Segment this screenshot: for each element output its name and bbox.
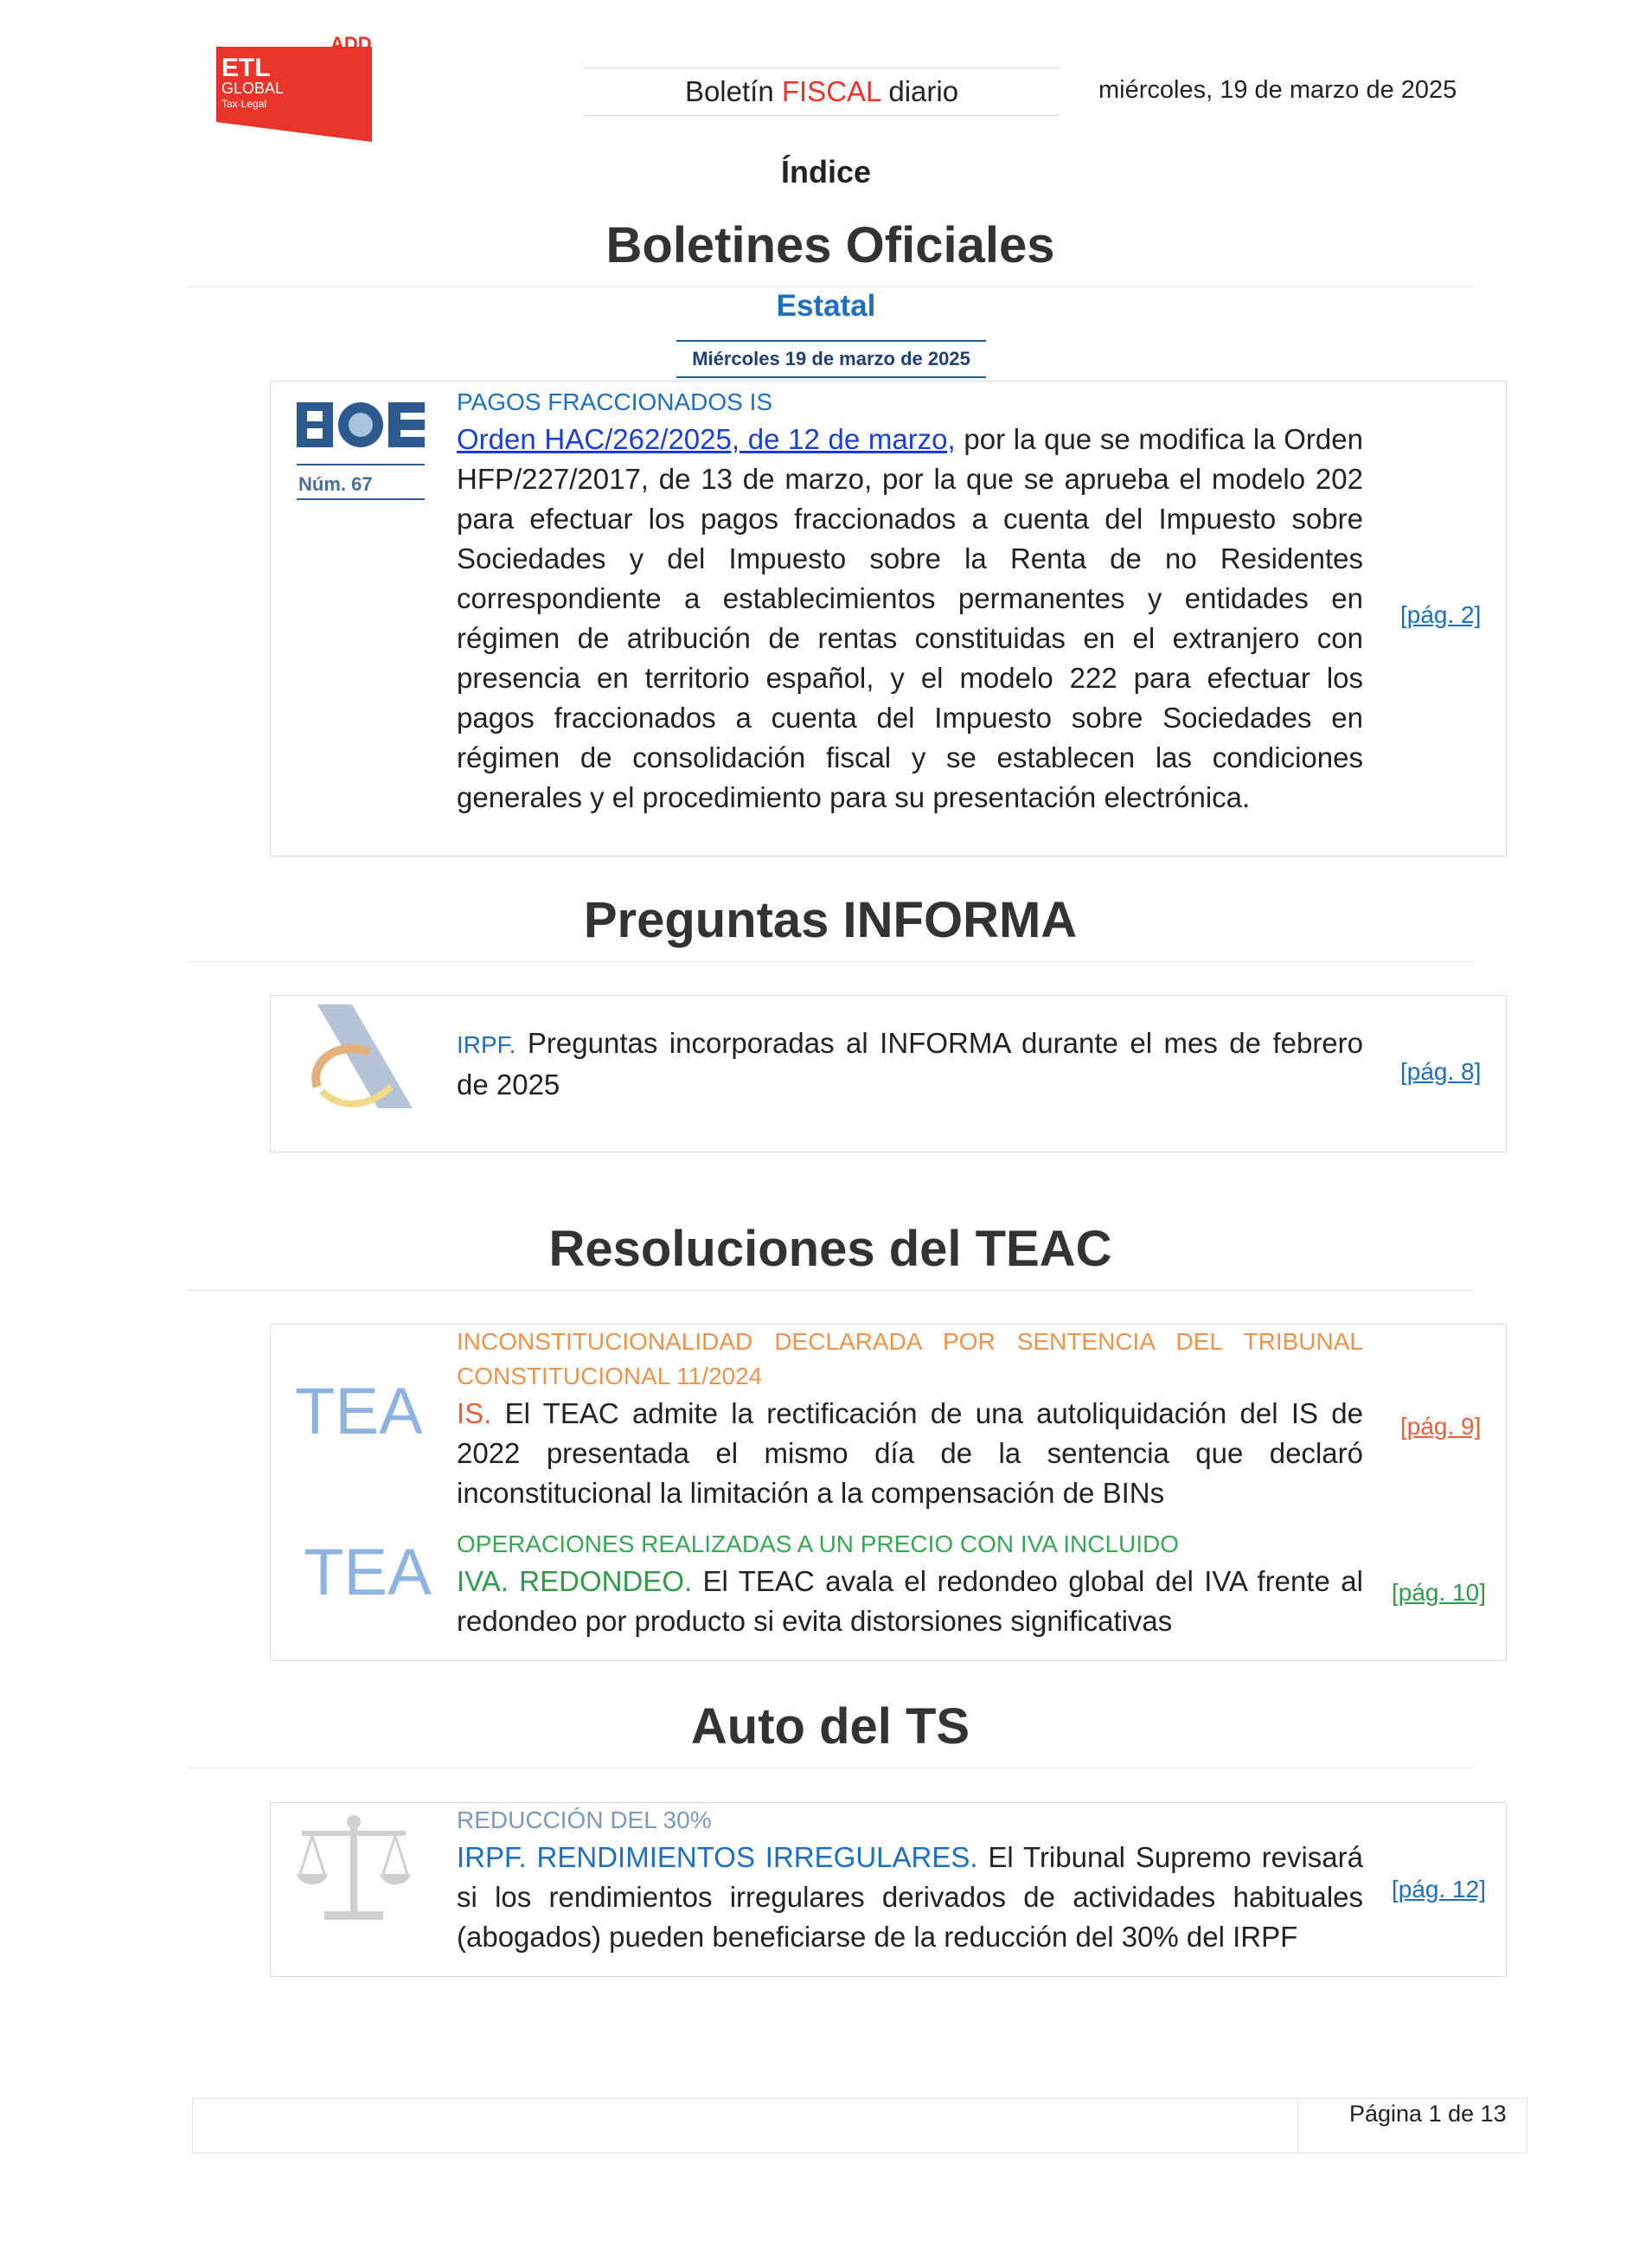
svg-text:Núm. 67: Núm. 67 [298,473,373,495]
svg-text:TEA: TEA [304,1536,432,1609]
header-title-accent: FISCAL [781,75,881,107]
orden-hac-link[interactable]: Orden HAC/262/2025, de 12 de marzo, [457,423,956,455]
card-teac [270,1324,1507,1661]
section-title-teac: Resoluciones del TEAC [186,1220,1475,1291]
teac-1-page-link[interactable]: [pág. 9] [1400,1413,1482,1440]
ts-category: REDUCCIÓN DEL 30% [457,1806,712,1833]
card-informa [270,995,1507,1152]
boe-page-link[interactable]: [pág. 2] [1400,601,1482,628]
informa-entry [457,1024,1363,1105]
tea-icon [304,1536,432,1609]
section-title-informa: Preguntas INFORMA [186,891,1475,962]
card-ts [270,1802,1507,1977]
teac-1-tag: IS. [457,1397,492,1429]
teac-2-category: OPERACIONES REALIZADAS A UN PRECIO CON IVA INCLUIDO [457,1530,1180,1557]
footer-box [192,2098,1527,2153]
etl-global-logo [216,31,381,144]
header-title: Boletín FISCAL diario [584,67,1060,116]
teac-1-category: INCONSTITUCIONALIDAD DECLARADA POR SENTENCIA DEL TRIBUNAL CONSTITUCIONAL 11/2024 [457,1328,1363,1389]
index-title: Índice [780,154,872,189]
ts-page-link[interactable]: [pág. 12] [1392,1876,1486,1903]
footer-separator [1297,2098,1298,2153]
boe-entry [457,385,1363,818]
section-title-boletines: Boletines Oficiales [186,216,1475,287]
teac-entry-1 [457,1325,1363,1513]
footer-page-number: Página 1 de 13 [1349,2101,1507,2127]
boe-body: por la que se modifica la Orden HFP/227/2017, de 13 de marzo, por la que se aprueba el modelo 202 para efectuar los pagos fraccionados a cuenta del Impuesto sobre Sociedades y del Impuesto sobre la Renta de no Residentes correspondiente a establecimientos permanentes y entidades en régimen de atribución de rentas constituidas en el extranjero con presencia en territorio español, y el modelo 222 para efectuar los pagos fraccionados a cuenta del Impuesto sobre Sociedades en régimen de consolidación fiscal y se establecen las condiciones generales y el procedimiento para su presentación electrónica. [457,423,1363,813]
svg-text:TEA: TEA [295,1375,423,1448]
section-title-ts: Auto del TS [186,1697,1475,1768]
svg-text:ADD: ADD [330,33,372,55]
teac-entry-2 [457,1527,1363,1641]
informa-tag: IRPF. [457,1031,516,1058]
ts-tag: IRPF. RENDIMIENTOS IRREGULARES. [457,1841,978,1873]
tea-icon [295,1375,423,1448]
svg-text:Tax·Legal: Tax·Legal [221,98,267,110]
teac-2-body: El TEAC avala el redondeo global del IVA frente al redondeo por producto si evita distorsiones significativas [457,1565,1363,1637]
header-date: miércoles, 19 de marzo de 2025 [1098,76,1457,104]
informa-body: Preguntas incorporadas al INFORMA durante el mes de febrero de 2025 [457,1027,1363,1101]
informa-page-link[interactable]: [pág. 8] [1400,1058,1482,1085]
svg-text:GLOBAL: GLOBAL [221,80,285,97]
ts-entry [457,1803,1363,1957]
boe-icon [297,394,426,506]
card-boe [270,381,1507,857]
teac-2-page-link[interactable]: [pág. 10] [1392,1579,1486,1606]
boe-date-label: Miércoles 19 de marzo de 2025 [676,340,986,378]
aeat-icon [300,1004,421,1117]
ts-body: El Tribunal Supremo revisará si los rendimientos irregulares derivados de actividades habituales (abogados) pueden beneficiarse de la reducción del 30% del IRPF [457,1841,1363,1953]
teac-2-tag: IVA. REDONDEO. [457,1565,693,1597]
svg-text:ETL: ETL [221,54,271,82]
boe-category: PAGOS FRACCIONADOS IS [457,388,773,415]
subsection-estatal: Estatal [776,289,876,323]
teac-1-body: El TEAC admite la rectificación de una autoliquidación del IS de 2022 presentada el mismo día de la sentencia que declaró inconstitucional la limitación a la compensación de BINs [457,1397,1363,1509]
scales-icon [293,1812,414,1924]
